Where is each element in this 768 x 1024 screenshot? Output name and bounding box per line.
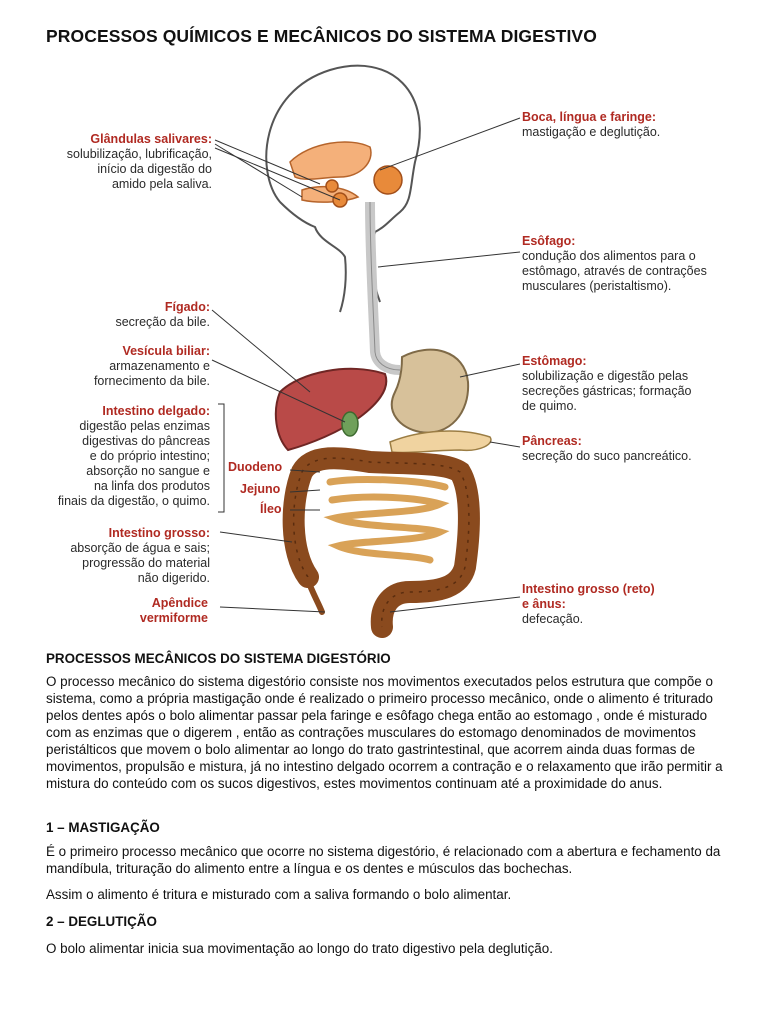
- label-line: condução dos alimentos para o: [522, 249, 696, 263]
- label-figado: [70, 300, 210, 330]
- label-pancreas: [522, 434, 732, 464]
- label-head: Estômago:: [522, 354, 587, 368]
- label-glandulas-salivares: [60, 132, 212, 192]
- label-boca: [522, 110, 722, 140]
- label-head: Fígado:: [164, 300, 210, 314]
- heading-mastigacao: 1 – MASTIGAÇÃO: [46, 820, 160, 835]
- paragraph-mastigacao: É o primeiro processo mecânico que ocorre no sistema digestório, é relacionado com a abertura e fechamento da mandíbula, trituração do alimento entre a língua e os dentes e músculos das bochechas.: [46, 844, 721, 876]
- label-head: Pâncreas:: [522, 434, 582, 448]
- label-line: defecação.: [522, 612, 584, 626]
- label-intestino-delgado: [40, 404, 210, 509]
- label-line: absorção de água e sais;: [70, 541, 210, 555]
- label-line: digestivas do pâncreas: [82, 434, 210, 448]
- label-line: solubilização, lubrificação,: [66, 147, 212, 161]
- label-line: início da digestão do: [97, 162, 212, 176]
- label-head: Vesícula biliar:: [122, 344, 210, 358]
- section-title: PROCESSOS MECÂNICOS DO SISTEMA DIGESTÓRIO: [46, 651, 391, 666]
- label-line: progressão do material: [82, 556, 210, 570]
- label-head: Esôfago:: [522, 234, 576, 248]
- label-line: secreção da bile.: [115, 315, 210, 329]
- label-head: Intestino grosso:: [108, 526, 210, 540]
- label-reto: [522, 582, 732, 627]
- label-line: mastigação e deglutição.: [522, 125, 661, 139]
- paragraph-bolo: Assim o alimento é tritura e misturado com a saliva formando o bolo alimentar.: [46, 887, 512, 902]
- label-line: secreção do suco pancreático.: [522, 449, 692, 463]
- label-line: fornecimento da bile.: [93, 374, 210, 388]
- heading-degluticao: 2 – DEGLUTIÇÃO: [46, 914, 157, 929]
- label-line: secreções gástricas; formação: [522, 384, 692, 398]
- label-line: amido pela saliva.: [111, 177, 212, 191]
- label-line: finais da digestão, o quimo.: [57, 494, 210, 508]
- label-line: musculares (peristaltismo).: [522, 279, 672, 293]
- label-head: e ânus:: [522, 597, 566, 611]
- label-line: e do próprio intestino;: [89, 449, 210, 463]
- label-head: Boca, língua e faringe:: [522, 110, 657, 124]
- label-esofago: [522, 234, 732, 294]
- label-line: estômago, através de contrações: [522, 264, 707, 278]
- label-head: Apêndice: [151, 596, 208, 610]
- label-line: solubilização e digestão pelas: [522, 369, 689, 383]
- label-duodeno: Duodeno: [228, 460, 283, 474]
- label-ileo: Íleo: [260, 502, 282, 516]
- label-line: na linfa dos produtos: [93, 479, 210, 493]
- page-title: PROCESSOS QUÍMICOS E MECÂNICOS DO SISTEMA DIGESTIVO: [46, 26, 597, 46]
- label-estomago: [522, 354, 732, 414]
- label-line: digestão pelas enzimas: [79, 419, 210, 433]
- label-intestino-grosso: [60, 526, 210, 586]
- label-head: vermiforme: [139, 611, 208, 625]
- paragraph-mecanicos: O processo mecânico do sistema digestório consiste nos movimentos executados pelos estrutura que compõe o sistema, como a própria mastigação onde é realizado o primeiro processo mecânico, onde o alimento é triturado pelos dentes após o bolo alimentar passar pela faringe e esôfago chega então ao estomago , onde é misturado com as enzimas que o digerem , então as contrações musculares do estomago denominados de movimentos peristálticos que movem o bolo alimentar ao longo do trato gastrintestinal, que acorrem ainda duas formas de movimentos, propulsão e mistura, já no intestino delgado ocorrem a contração e o relaxamento que irão permitir a mistura do conteúdo com os sucos digestivos, estes movimentos continuam até a proximidade do anus.: [46, 674, 723, 791]
- label-line: absorção no sangue e: [86, 464, 210, 478]
- label-apendice: [80, 596, 208, 626]
- label-line: não digerido.: [137, 571, 210, 585]
- digestive-system-figure: [40, 52, 740, 642]
- label-line: de quimo.: [522, 399, 577, 413]
- label-head: Intestino delgado:: [102, 404, 210, 418]
- paragraph-degluticao: O bolo alimentar inicia sua movimentação ao longo do trato digestivo pela deglutição.: [46, 941, 553, 956]
- label-jejuno: Jejuno: [240, 482, 281, 496]
- label-head: Intestino grosso (reto): [522, 582, 655, 596]
- label-line: armazenamento e: [109, 359, 210, 373]
- label-head: Glândulas salivares:: [90, 132, 212, 146]
- label-vesicula-biliar: [70, 344, 210, 389]
